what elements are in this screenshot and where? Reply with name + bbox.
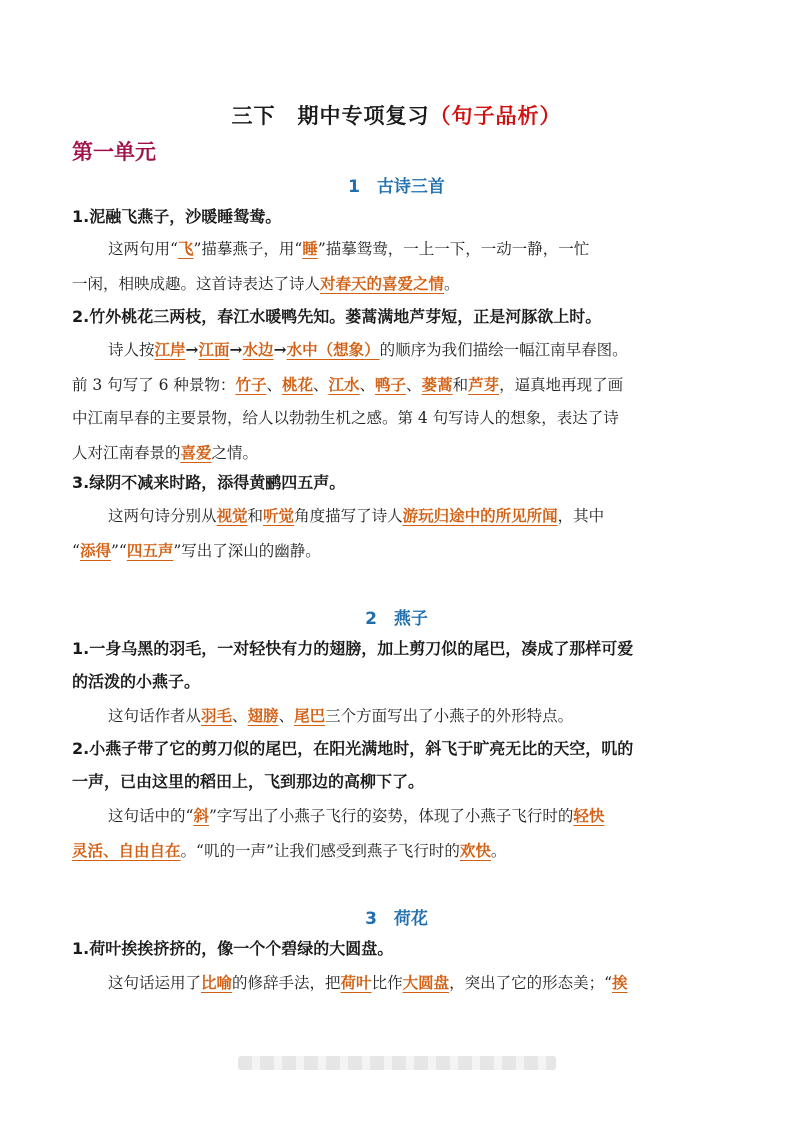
analysis-2-1: 这句话作者从羽毛、翅膀、尾巴三个方面写出了小燕子的外形特点。 bbox=[108, 706, 574, 725]
analysis-1-2: 诗人按江岸→江面→水边→水中（想象）的顺序为我们描绘一幅江南早春图。 前 3 句写了 6 种景物：竹子、桃花、江水、鸭子、蒌蒿和芦芽，逼真地再现了画 中江南早春的主要景物，给人以勃勃生机之感。第 4 句写诗人的想象，表达了诗 人对江南春景的喜爱之情。 bbox=[72, 340, 628, 462]
sentence-1-1: 1.泥融飞燕子，沙暖睡鸳鸯。 bbox=[72, 207, 282, 226]
sentence-1-2: 2.竹外桃花三两枝，春江水暖鸭先知。蒌蒿满地芦芽短，正是河豚欲上时。 bbox=[72, 307, 602, 326]
lesson-heading-1: 1 古诗三首 bbox=[348, 177, 445, 197]
sentence-2-1: 1.一身乌黑的羽毛，一对轻快有力的翅膀，加上剪刀似的尾巴，凑成了那样可爱 的活泼的小燕子。 bbox=[72, 639, 634, 691]
sentence-3-1: 1.荷叶挨挨挤挤的，像一个个碧绿的大圆盘。 bbox=[72, 939, 394, 958]
title-main: 三下 期中专项复习 bbox=[231, 104, 430, 128]
lesson-heading-2: 2 燕子 bbox=[365, 609, 428, 629]
lesson-heading-3: 3 荷花 bbox=[365, 909, 428, 929]
title-subtitle: （句子品析） bbox=[429, 104, 562, 128]
analysis-2-2: 这句话中的“斜”字写出了小燕子飞行的姿势，体现了小燕子飞行时的轻快 灵活、自由自在。“叽的一声”让我们感受到燕子飞行时的欢快。 bbox=[72, 806, 605, 860]
sentence-2-2: 2.小燕子带了它的剪刀似的尾巴，在阳光满地时，斜飞于旷亮无比的天空，叽的 一声，已由这里的稻田上，飞到那边的高柳下了。 bbox=[72, 739, 634, 791]
unit-heading: 第一单元 bbox=[72, 140, 156, 164]
analysis-3-1: 这句话运用了比喻的修辞手法，把荷叶比作大圆盘，突出了它的形态美；“挨 bbox=[108, 973, 628, 992]
analysis-1-3: 这两句诗分别从视觉和听觉角度描写了诗人游玩归途中的所见所闻，其中 “添得”“四五声”写出了深山的幽静。 bbox=[72, 506, 605, 560]
analysis-1-1: 这两句用“飞”描摹燕子，用“睡”描摹鸳鸯，一上一下，一动一静，一忙 一闲，相映成趣。这首诗表达了诗人对春天的喜爱之情。 bbox=[72, 239, 590, 293]
blurred-footer-watermark bbox=[238, 1056, 556, 1070]
sentence-1-3: 3.绿阴不减来时路，添得黄鹂四五声。 bbox=[72, 473, 346, 492]
page-title bbox=[0, 100, 793, 130]
